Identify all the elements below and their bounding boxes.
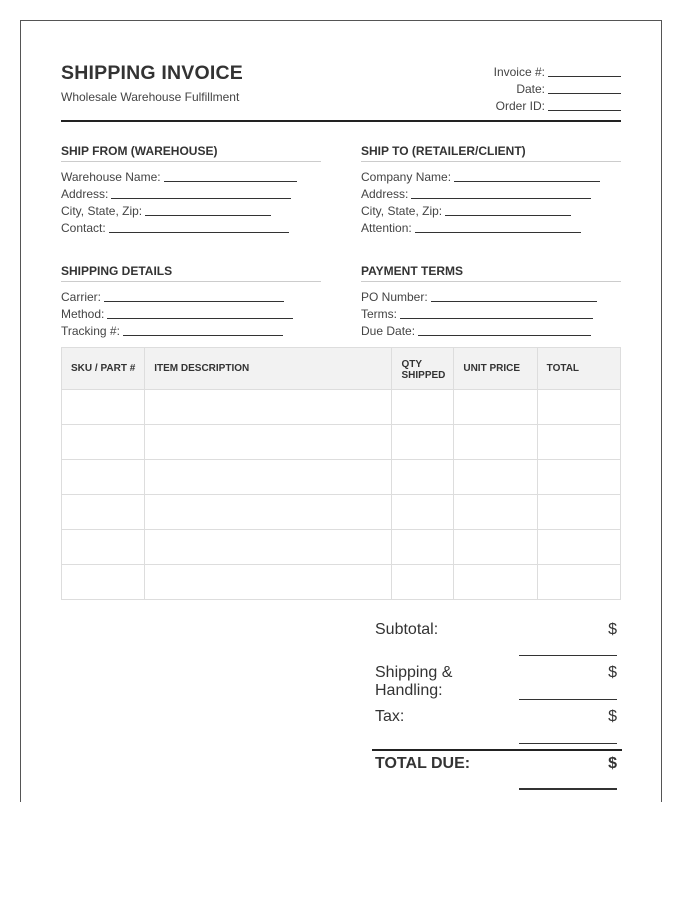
table-header-row — [62, 348, 621, 390]
header-divider — [61, 120, 621, 122]
total-divider — [372, 749, 622, 751]
qty-cell[interactable] — [392, 530, 454, 565]
description-cell[interactable] — [145, 425, 392, 460]
tax-currency: $ — [608, 708, 617, 725]
table-row — [62, 425, 621, 460]
to-address-label: Address: — [361, 187, 409, 201]
tracking-label: Tracking #: — [61, 324, 120, 338]
description-cell[interactable] — [145, 390, 392, 425]
qty-cell[interactable] — [392, 565, 454, 600]
sku-cell[interactable] — [62, 495, 145, 530]
table-row — [62, 530, 621, 565]
payment-terms-section — [361, 264, 621, 338]
contact-line[interactable] — [109, 231, 289, 233]
invoice-subtitle: Wholesale Warehouse Fulfillment — [61, 90, 240, 104]
invoice-number-field[interactable] — [421, 62, 621, 79]
shipping-details-title: SHIPPING DETAILS — [61, 264, 321, 282]
column-header-total: TOTAL — [537, 348, 620, 390]
subtotal-currency: $ — [608, 621, 617, 638]
total-due-label: TOTAL DUE: — [375, 755, 471, 772]
due-date-label: Due Date: — [361, 324, 416, 338]
description-cell[interactable] — [145, 565, 392, 600]
ship-from-section — [61, 144, 321, 235]
unit-price-cell[interactable] — [454, 425, 537, 460]
method-line[interactable] — [107, 317, 293, 319]
description-cell[interactable] — [145, 495, 392, 530]
total-cell[interactable] — [537, 530, 620, 565]
date-line[interactable] — [548, 92, 621, 94]
unit-price-cell[interactable] — [454, 495, 537, 530]
warehouse-name-line[interactable] — [164, 180, 297, 182]
due-date-field[interactable] — [361, 321, 621, 338]
method-field[interactable] — [61, 304, 321, 321]
due-date-line[interactable] — [418, 334, 591, 336]
carrier-line[interactable] — [104, 300, 284, 302]
po-number-field[interactable] — [361, 287, 621, 304]
ship-to-section — [361, 144, 621, 235]
unit-price-cell[interactable] — [454, 460, 537, 495]
invoice-title: SHIPPING INVOICE — [61, 62, 243, 84]
unit-price-cell[interactable] — [454, 390, 537, 425]
shipping-handling-label: Shipping & Handling: — [375, 664, 453, 699]
table-row — [62, 460, 621, 495]
ship-to-title: SHIP TO (RETAILER/CLIENT) — [361, 144, 621, 162]
method-label: Method: — [61, 307, 105, 321]
table-row — [62, 390, 621, 425]
attention-line[interactable] — [415, 231, 581, 233]
total-cell[interactable] — [537, 565, 620, 600]
to-address-field[interactable] — [361, 184, 621, 201]
company-name-label: Company Name: — [361, 170, 452, 184]
sku-cell[interactable] — [62, 390, 145, 425]
attention-field[interactable] — [361, 218, 621, 235]
to-city-state-zip-line[interactable] — [445, 214, 571, 216]
column-header-description: ITEM DESCRIPTION — [145, 348, 392, 390]
ship-from-title: SHIP FROM (WAREHOUSE) — [61, 144, 321, 162]
terms-line[interactable] — [400, 317, 593, 319]
payment-terms-title: PAYMENT TERMS — [361, 264, 621, 282]
total-due-currency: $ — [608, 755, 617, 772]
subtotal-label: Subtotal: — [375, 621, 439, 638]
po-number-line[interactable] — [431, 300, 597, 302]
carrier-field[interactable] — [61, 287, 321, 304]
contact-label: Contact: — [61, 221, 106, 235]
to-city-state-zip-label: City, State, Zip: — [361, 204, 443, 218]
sku-cell[interactable] — [62, 565, 145, 600]
terms-field[interactable] — [361, 304, 621, 321]
qty-cell[interactable] — [392, 495, 454, 530]
items-table — [61, 347, 621, 600]
tax-line[interactable] — [519, 742, 617, 744]
shipping-handling-currency: $ — [608, 664, 617, 681]
date-field[interactable] — [421, 79, 621, 96]
from-city-state-zip-line[interactable] — [145, 214, 271, 216]
invoice-number-label: Invoice #: — [493, 65, 545, 79]
subtotal-line[interactable] — [519, 654, 617, 656]
warehouse-name-field[interactable] — [61, 167, 321, 184]
table-row — [62, 495, 621, 530]
from-address-line[interactable] — [111, 197, 291, 199]
invoice-number-line[interactable] — [548, 75, 621, 77]
sku-cell[interactable] — [62, 425, 145, 460]
sku-cell[interactable] — [62, 530, 145, 565]
to-address-line[interactable] — [411, 197, 591, 199]
column-header-qty: QTY SHIPPED — [392, 348, 454, 390]
shipping-handling-line[interactable] — [519, 698, 617, 700]
warehouse-name-label: Warehouse Name: — [61, 170, 161, 184]
tracking-field[interactable] — [61, 321, 321, 338]
unit-price-cell[interactable] — [454, 565, 537, 600]
table-row — [62, 565, 621, 600]
company-name-line[interactable] — [454, 180, 600, 182]
from-address-field[interactable] — [61, 184, 321, 201]
column-header-sku: SKU / PART # — [62, 348, 145, 390]
carrier-label: Carrier: — [61, 290, 102, 304]
qty-cell[interactable] — [392, 460, 454, 495]
total-cell[interactable] — [537, 390, 620, 425]
invoice-meta — [421, 62, 621, 113]
company-name-field[interactable] — [361, 167, 621, 184]
shipping-details-section — [61, 264, 321, 338]
qty-cell[interactable] — [392, 425, 454, 460]
terms-label: Terms: — [361, 307, 397, 321]
total-cell[interactable] — [537, 460, 620, 495]
tax-label: Tax: — [375, 708, 405, 725]
column-header-unit-price: UNIT PRICE — [454, 348, 537, 390]
qty-cell[interactable] — [392, 390, 454, 425]
sku-cell[interactable] — [62, 460, 145, 495]
unit-price-cell[interactable] — [454, 530, 537, 565]
date-label: Date: — [516, 82, 545, 96]
order-id-line[interactable] — [548, 109, 621, 111]
from-city-state-zip-label: City, State, Zip: — [61, 204, 143, 218]
total-cell[interactable] — [537, 495, 620, 530]
total-cell[interactable] — [537, 425, 620, 460]
order-id-label: Order ID: — [495, 99, 545, 113]
order-id-field[interactable] — [421, 96, 621, 113]
from-address-label: Address: — [61, 187, 109, 201]
from-city-state-zip-field[interactable] — [61, 201, 321, 218]
to-city-state-zip-field[interactable] — [361, 201, 621, 218]
attention-label: Attention: — [361, 221, 412, 235]
tracking-line[interactable] — [123, 334, 283, 336]
contact-field[interactable] — [61, 218, 321, 235]
description-cell[interactable] — [145, 460, 392, 495]
description-cell[interactable] — [145, 530, 392, 565]
total-due-line[interactable] — [519, 787, 617, 790]
po-number-label: PO Number: — [361, 290, 428, 304]
